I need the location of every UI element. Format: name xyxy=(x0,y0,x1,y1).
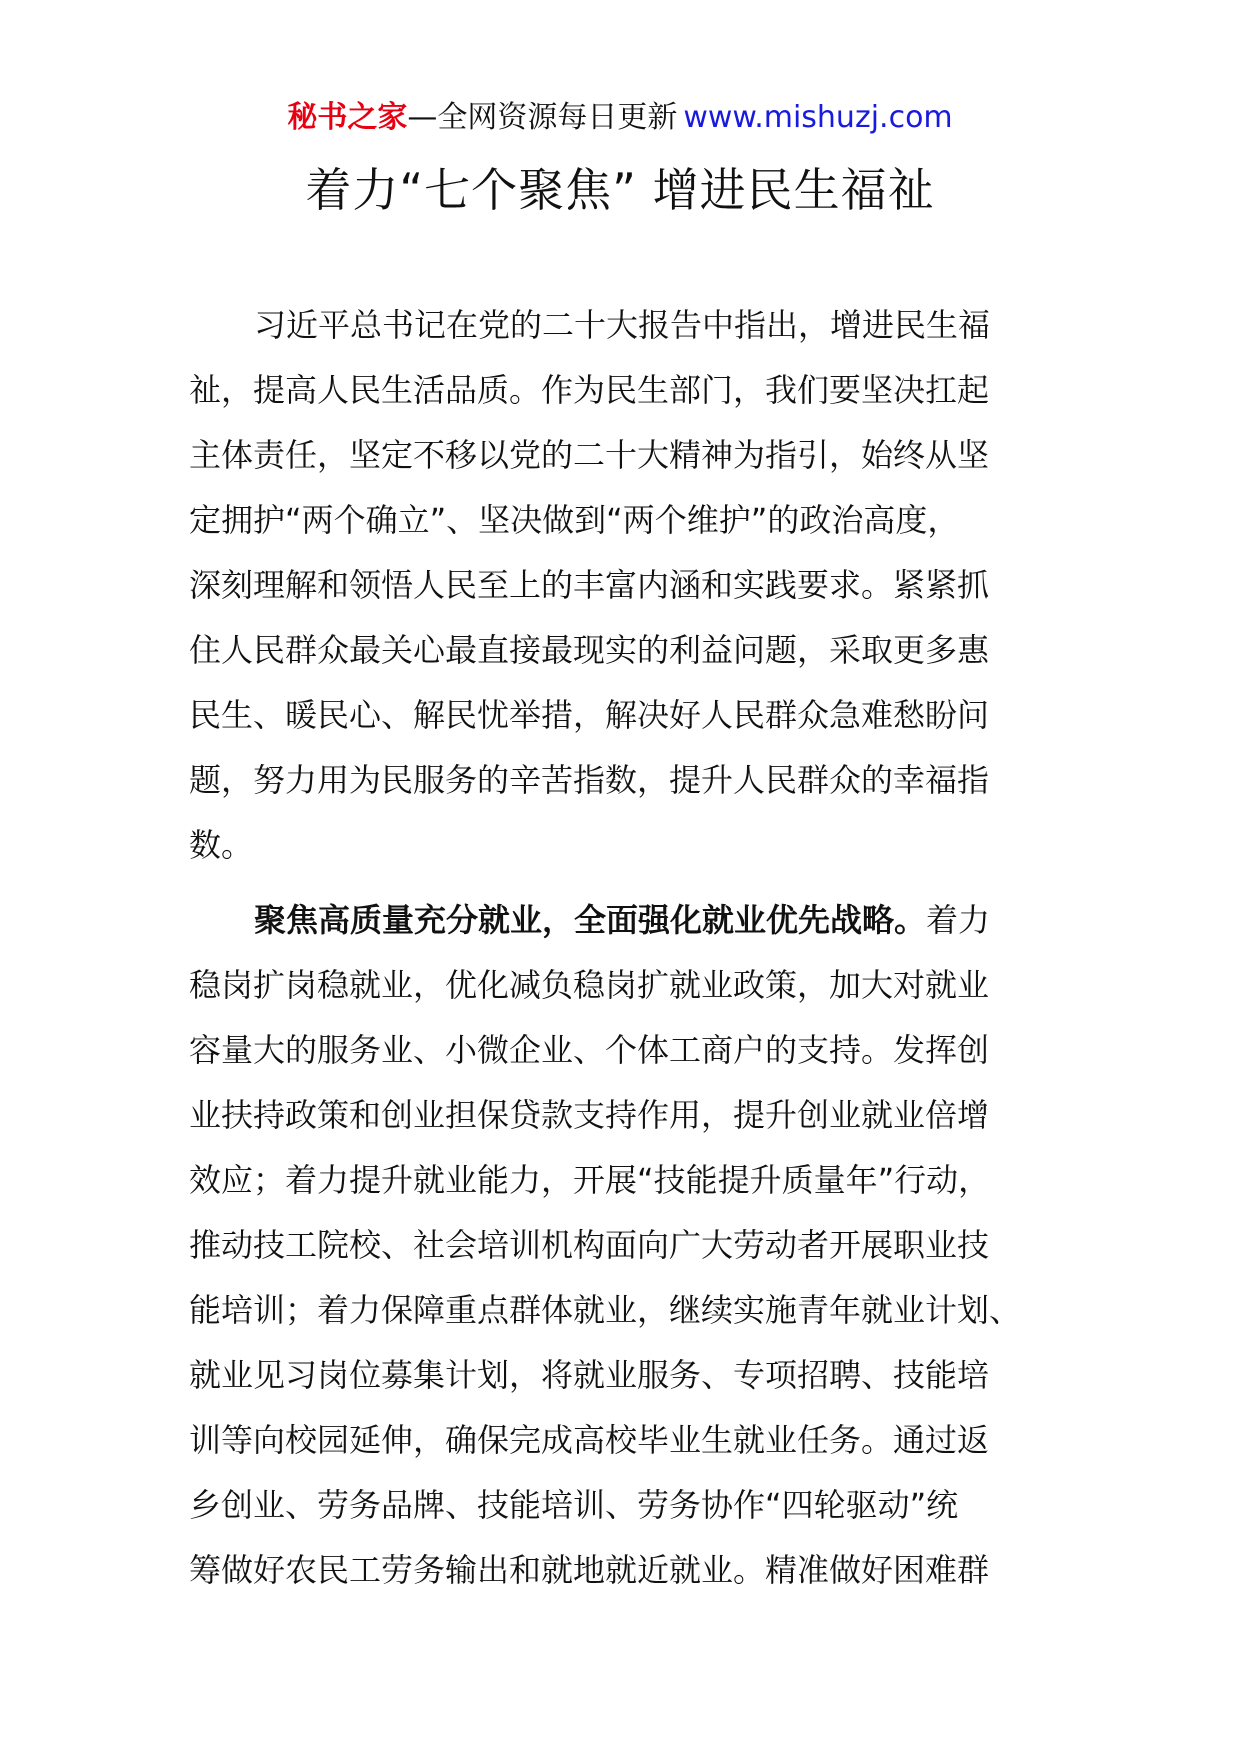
paragraph-line: 民生、暖民心、解民忧举措，解决好人民群众急难愁盼问 xyxy=(189,696,990,734)
paragraph-line: 筹做好农民工劳务输出和就地就近就业。精准做好困难群 xyxy=(189,1551,990,1589)
paragraph-line: 乡创业、劳务品牌、技能培训、劳务协作“四轮驱动”统 xyxy=(189,1486,959,1524)
section-heading: 聚焦高质量充分就业，全面强化就业优先战略。 xyxy=(254,901,927,939)
paragraph-line: 推动技工院校、社会培训机构面向广大劳动者开展职业技 xyxy=(189,1226,990,1264)
paragraph-line: 就业见习岗位募集计划，将就业服务、专项招聘、技能培 xyxy=(189,1356,990,1394)
paragraph-employment xyxy=(189,888,1055,1603)
paragraph-line: 训等向校园延伸，确保完成高校毕业生就业任务。通过返 xyxy=(189,1421,990,1459)
paragraph-line: 能培训；着力保障重点群体就业，继续实施青年就业计划、 xyxy=(189,1291,1022,1329)
paragraph-intro xyxy=(189,293,1055,878)
paragraph-line: 数。 xyxy=(189,826,254,864)
document-body xyxy=(189,293,1055,1603)
site-url-link[interactable]: www.mishuzj.com xyxy=(683,100,953,135)
site-header xyxy=(0,98,1240,138)
paragraph-line: 容量大的服务业、小微企业、个体工商户的支持。发挥创 xyxy=(189,1031,990,1069)
paragraph-line: 祉，提高人民生活品质。作为民生部门，我们要坚决扛起 xyxy=(189,371,990,409)
brand-name: 秘书之家 xyxy=(287,100,408,135)
document-title: 着力“七个聚焦” 增进民生福祉 xyxy=(305,163,935,217)
paragraph-line: 题，努力用为民服务的辛苦指数，提升人民群众的幸福指 xyxy=(189,761,990,799)
paragraph-line: 主体责任，坚定不移以党的二十大精神为指引，始终从坚 xyxy=(189,436,990,474)
paragraph-line: 深刻理解和领悟人民至上的丰富内涵和实践要求。紧紧抓 xyxy=(189,566,990,604)
paragraph-line: 住人民群众最关心最直接最现实的利益问题，采取更多惠 xyxy=(189,631,990,669)
paragraph-line: 稳岗扩岗稳就业，优化减负稳岗扩就业政策，加大对就业 xyxy=(189,966,990,1004)
paragraph-line: 效应；着力提升就业能力，开展“技能提升质量年”行动， xyxy=(189,1161,991,1199)
paragraph-line: 业扶持政策和创业担保贷款支持作用，提升创业就业倍增 xyxy=(189,1096,990,1134)
paragraph-line: 习近平总书记在党的二十大报告中指出，增进民生福 xyxy=(254,306,991,344)
paragraph-first-line xyxy=(189,888,1055,953)
heading-continuation: 着力 xyxy=(926,901,991,939)
header-tagline: —全网资源每日更新 xyxy=(407,100,678,135)
paragraph-line: 定拥护“两个确立”、坚决做到“两个维护”的政治高度， xyxy=(189,501,960,539)
